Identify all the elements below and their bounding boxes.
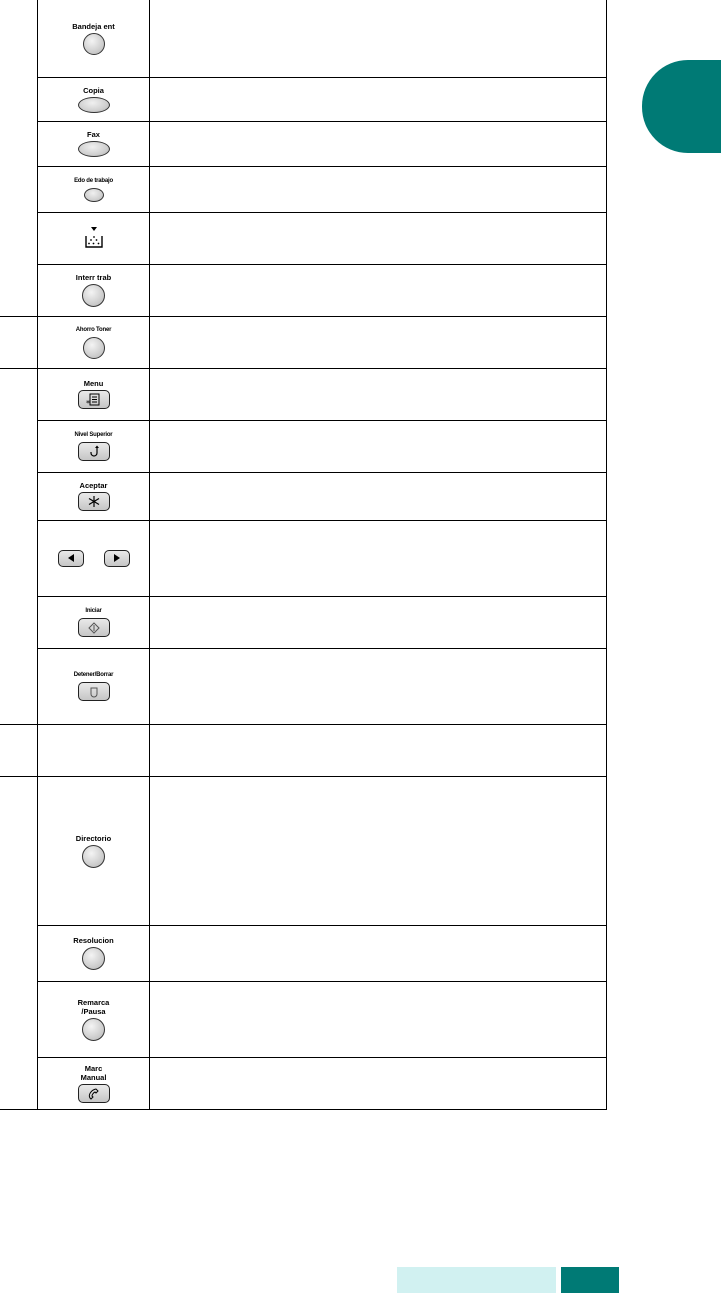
handset-icon xyxy=(87,1087,101,1100)
table-row xyxy=(0,316,607,368)
interr-label: Interr trab xyxy=(75,273,112,282)
table-row xyxy=(0,472,607,520)
description-cell xyxy=(150,316,607,368)
button-cell xyxy=(38,77,150,121)
footer-page-number-box xyxy=(561,1267,619,1293)
iniciar-label: Iniciar xyxy=(85,608,102,614)
footer-page-bar xyxy=(397,1267,556,1293)
group-cell xyxy=(0,0,38,316)
table-row xyxy=(0,776,607,925)
detener-label: Detener/Borrar xyxy=(73,672,114,678)
nivel-label: Nivel Superior xyxy=(74,432,113,438)
aceptar-button[interactable] xyxy=(78,492,110,511)
button-cell xyxy=(38,648,150,724)
stop-icon xyxy=(88,686,100,698)
description-cell xyxy=(150,420,607,472)
table-row xyxy=(0,368,607,420)
directorio-label: Directorio xyxy=(75,833,112,843)
resolucion-label: Resolucion xyxy=(73,936,114,945)
table-row xyxy=(0,121,607,166)
button-cell xyxy=(38,981,150,1057)
asterisk-icon xyxy=(87,495,101,508)
description-cell xyxy=(150,596,607,648)
table-row xyxy=(0,0,607,77)
fax-button[interactable] xyxy=(78,141,110,157)
table-row xyxy=(0,166,607,212)
description-cell xyxy=(150,0,607,77)
table-row xyxy=(0,1057,607,1109)
table-row xyxy=(0,212,607,264)
button-cell xyxy=(38,316,150,368)
description-cell xyxy=(150,648,607,724)
chapter-tab-marker xyxy=(642,60,721,153)
fax-label: Fax xyxy=(87,130,100,139)
bandeja-label: Bandeja ent xyxy=(72,21,115,31)
group-cell xyxy=(0,724,38,776)
marc-manual-button[interactable] xyxy=(78,1084,110,1103)
table-row xyxy=(0,724,607,776)
button-cell xyxy=(38,264,150,316)
description-cell xyxy=(150,77,607,121)
table-row xyxy=(0,981,607,1057)
description-cell xyxy=(150,166,607,212)
svg-text:*: * xyxy=(85,399,90,406)
detener-borrar-button[interactable] xyxy=(78,682,110,701)
description-cell xyxy=(150,925,607,981)
return-arrow-icon xyxy=(86,445,102,458)
interr-trab-button[interactable] xyxy=(82,284,105,307)
description-cell xyxy=(150,981,607,1057)
left-arrow-icon xyxy=(66,553,76,563)
directorio-button[interactable] xyxy=(82,845,105,868)
left-arrow-button[interactable] xyxy=(58,550,84,567)
group-cell xyxy=(0,368,38,724)
aceptar-label: Aceptar xyxy=(79,481,108,490)
toner-cartridge-icon[interactable] xyxy=(83,226,105,250)
button-cell xyxy=(38,166,150,212)
menu-label: Menu xyxy=(83,379,104,388)
button-cell xyxy=(38,212,150,264)
table-row xyxy=(0,925,607,981)
right-arrow-button[interactable] xyxy=(104,550,130,567)
description-cell xyxy=(150,264,607,316)
table-row xyxy=(0,520,607,596)
group-cell xyxy=(0,316,38,368)
iniciar-button[interactable] xyxy=(78,618,110,637)
description-cell xyxy=(150,724,607,776)
description-cell xyxy=(150,520,607,596)
start-diamond-icon xyxy=(88,622,100,634)
marc-label-line1: Marc xyxy=(84,1063,103,1073)
remarca-label-line2: /Pausa xyxy=(81,1006,106,1016)
remarca-pausa-button[interactable] xyxy=(82,1018,105,1041)
button-cell xyxy=(38,420,150,472)
bandeja-ent-button[interactable] xyxy=(83,33,105,55)
button-cell xyxy=(38,0,150,77)
description-cell xyxy=(150,368,607,420)
button-cell xyxy=(38,121,150,166)
edo-label: Edo de trabajo xyxy=(74,177,113,184)
menu-button[interactable] xyxy=(78,390,110,409)
button-cell xyxy=(38,472,150,520)
button-cell xyxy=(38,724,150,776)
button-cell xyxy=(38,596,150,648)
button-cell xyxy=(38,520,150,596)
table-row xyxy=(0,420,607,472)
right-arrow-icon xyxy=(112,553,122,563)
copia-button[interactable] xyxy=(78,97,110,113)
table-row xyxy=(0,648,607,724)
edo-de-trabajo-button[interactable] xyxy=(84,188,104,202)
description-cell xyxy=(150,121,607,166)
description-cell xyxy=(150,1057,607,1109)
table-row xyxy=(0,596,607,648)
ahorro-toner-button[interactable] xyxy=(83,337,105,359)
table-row xyxy=(0,77,607,121)
button-cell xyxy=(38,1057,150,1109)
table-row xyxy=(0,264,607,316)
remarca-label xyxy=(78,998,110,1016)
group-cell xyxy=(0,776,38,1109)
button-cell xyxy=(38,776,150,925)
description-cell xyxy=(150,776,607,925)
resolucion-button[interactable] xyxy=(82,947,105,970)
description-cell xyxy=(150,472,607,520)
description-cell xyxy=(150,212,607,264)
copia-label: Copia xyxy=(83,85,104,95)
ahorro-label: Ahorro Toner xyxy=(75,326,112,333)
button-cell xyxy=(38,925,150,981)
button-cell xyxy=(38,368,150,420)
remarca-label-line1: Remarca xyxy=(77,997,110,1007)
marc-label xyxy=(81,1064,107,1082)
nivel-superior-button[interactable] xyxy=(78,442,110,461)
menu-list-icon xyxy=(86,393,102,406)
marc-label-line2: Manual xyxy=(80,1072,107,1082)
